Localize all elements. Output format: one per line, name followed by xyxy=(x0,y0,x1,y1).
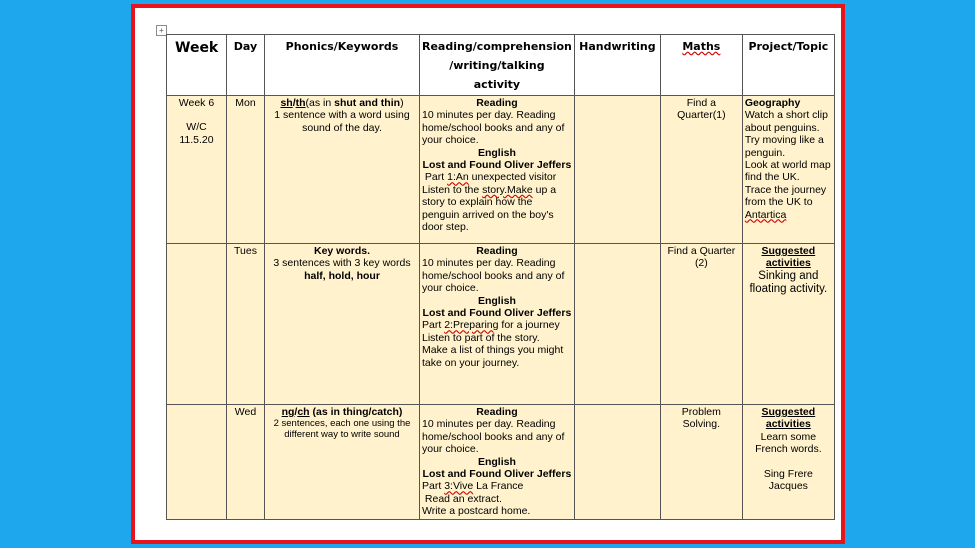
maths-cell: Find a Quarter(1) xyxy=(660,96,742,244)
phonics-cell xyxy=(265,405,420,520)
project-title: Geography xyxy=(744,97,801,109)
phonics-task: 2 sentences, each one using the different way to write sound xyxy=(273,418,411,441)
part-title: La France xyxy=(473,480,524,493)
header-reading-line2: /writing/talking xyxy=(449,59,545,72)
table-row-mon xyxy=(167,96,835,244)
part-number: 1:An xyxy=(447,171,469,184)
reading-extra: Read an extract. Write a postcard home. xyxy=(422,492,531,518)
maths-cell: Find a Quarter (2) xyxy=(660,244,742,405)
keywords-list: half, hold, hour xyxy=(304,269,380,282)
part-title: for a journey xyxy=(498,319,560,332)
week-number: Week 6 xyxy=(178,97,215,109)
listen-squiggle: story.Make xyxy=(482,183,533,196)
keywords-title: Key words. xyxy=(313,245,371,257)
header-row xyxy=(167,35,835,96)
part-number: 3:Vive xyxy=(444,480,474,493)
table-move-handle-icon[interactable]: + xyxy=(156,25,167,36)
book-title: Lost and Found Oliver Jeffers xyxy=(422,307,572,320)
header-maths-text: Maths xyxy=(682,40,721,53)
header-project: Project/Topic xyxy=(742,35,834,96)
part-prefix: Part xyxy=(424,171,448,184)
listen-rest: up a story to explain how the penguin arrived on the boy's door step. xyxy=(422,183,557,234)
header-reading-line1: Reading/comprehension xyxy=(422,40,572,53)
phonics-example: shut and thin xyxy=(334,97,401,109)
reading-text: 10 minutes per day. Reading home/school books and any of your choice. xyxy=(422,418,565,456)
phonics-sound-b: ch xyxy=(297,406,310,418)
handwriting-cell xyxy=(574,96,660,244)
header-phonics: Phonics/Keywords xyxy=(265,35,420,96)
project-text: Watch a short clip about penguins. Try moving like a penguin. Look at world map find the UK. Trace the journey from the UK to xyxy=(744,109,831,209)
english-title: English xyxy=(477,294,516,307)
listen-prefix: Listen to the xyxy=(422,183,483,196)
reading-title: Reading xyxy=(476,406,518,418)
reading-cell xyxy=(420,244,575,405)
project-cell xyxy=(742,96,834,244)
phonics-cell xyxy=(265,96,420,244)
phonics-sound-b: th xyxy=(295,97,306,109)
phonics-cell xyxy=(265,244,420,405)
table-row-tues xyxy=(167,244,835,405)
day-cell: Tues xyxy=(227,244,265,405)
project-cell xyxy=(742,244,834,405)
phonics-sound-a: sh xyxy=(280,97,293,109)
project-title: Suggested activities xyxy=(761,406,816,431)
project-link: Antartica xyxy=(744,208,787,221)
part-prefix: Part xyxy=(422,319,445,332)
project-title: Suggested activities xyxy=(761,245,816,270)
maths-cell: Problem Solving. xyxy=(660,405,742,520)
project-text-2: Sing Frere Jacques xyxy=(763,467,813,493)
table-row-wed xyxy=(167,405,835,520)
english-title: English xyxy=(477,146,516,159)
reading-text: 10 minutes per day. Reading home/school books and any of your choice. xyxy=(422,257,565,295)
week-wc-label: W/C xyxy=(186,121,207,134)
phonics-close: ) xyxy=(400,97,404,109)
header-handwriting: Handwriting xyxy=(574,35,660,96)
week-cell-empty xyxy=(167,244,227,405)
weekly-plan-table xyxy=(166,34,835,520)
handwriting-cell xyxy=(574,244,660,405)
reading-text: 10 minutes per day. Reading home/school books and any of your choice. xyxy=(422,109,565,147)
keywords-task: 3 sentences with 3 key words xyxy=(273,257,411,270)
phonics-task: 1 sentence with a word using sound of the day. xyxy=(274,109,410,134)
header-reading-line3: activity xyxy=(473,78,521,91)
book-title: Lost and Found Oliver Jeffers xyxy=(422,159,572,172)
phonics-slash: / xyxy=(294,406,298,418)
week-cell xyxy=(167,96,227,244)
part-title: unexpected visitor xyxy=(468,171,557,184)
reading-extra: Listen to part of the story. Make a list of things you might take on your journey. xyxy=(422,331,564,369)
header-maths xyxy=(660,35,742,96)
phonics-sound-a: ng xyxy=(281,406,295,418)
week-cell-empty xyxy=(167,405,227,520)
day-cell: Wed xyxy=(227,405,265,520)
phonics-slash: / xyxy=(292,97,296,109)
phonics-close: ) xyxy=(398,406,403,418)
book-title: Lost and Found Oliver Jeffers xyxy=(422,468,572,481)
part-prefix: Part xyxy=(422,480,445,493)
header-week: Week xyxy=(167,35,227,96)
header-day: Day xyxy=(227,35,265,96)
reading-title: Reading xyxy=(476,245,518,257)
english-title: English xyxy=(477,455,516,468)
project-cell xyxy=(742,405,834,520)
reading-title: Reading xyxy=(476,97,518,109)
project-text: Learn some French words. xyxy=(755,430,822,456)
reading-cell xyxy=(420,405,575,520)
week-date: 11.5.20 xyxy=(179,133,214,146)
phonics-example: thing/catch xyxy=(342,406,399,418)
part-number: 2:Preparing xyxy=(444,319,499,332)
day-cell: Mon xyxy=(227,96,265,244)
phonics-as-in: (as in xyxy=(305,97,335,109)
header-reading xyxy=(420,35,575,96)
handwriting-cell xyxy=(574,405,660,520)
reading-cell xyxy=(420,96,575,244)
phonics-as-in: (as in xyxy=(309,406,343,418)
project-text: Sinking and floating activity. xyxy=(749,269,828,296)
